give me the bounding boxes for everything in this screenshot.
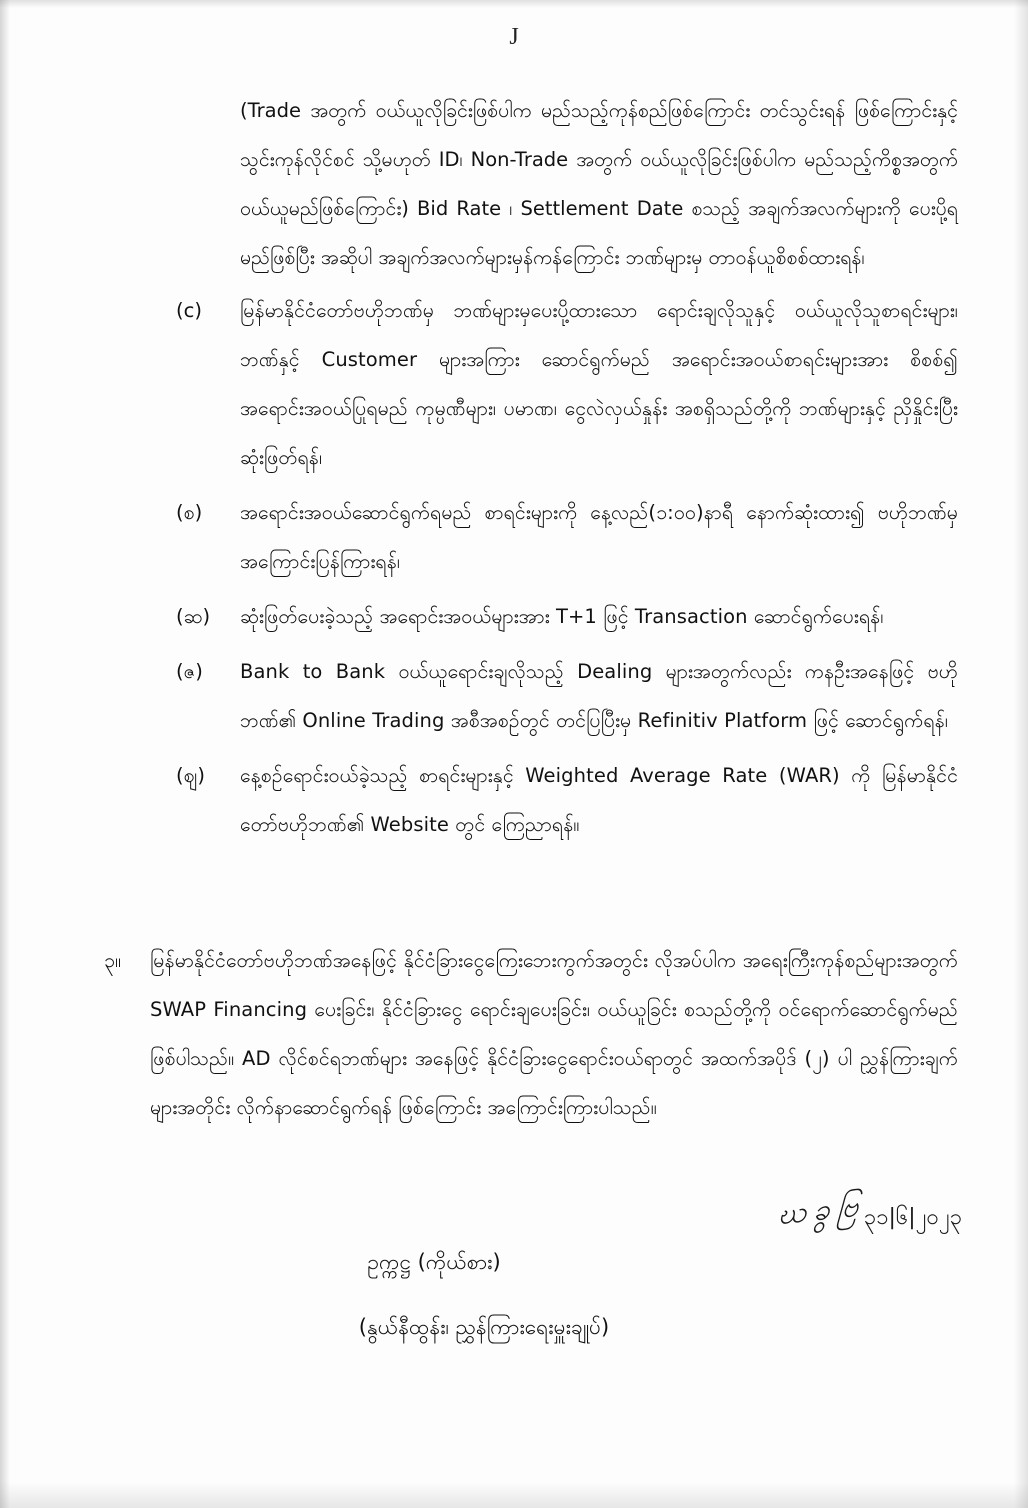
final-paragraph-wrapper xyxy=(104,926,958,1132)
list-item xyxy=(168,647,958,745)
final-paragraph xyxy=(104,936,958,1132)
list-item xyxy=(168,592,958,641)
list-item-marker: (ဈ) xyxy=(176,764,205,787)
signature-date: ၃၁|၆|၂၀၂၃ xyxy=(863,1205,962,1230)
final-paragraph-text: မြန်မာနိုင်ငံတော်ဗဟိုဘဏ်အနေဖြင့် နိုင်ငံခြားငွေကြေးဘေးကွက်အတွင်း လိုအပ်ပါက အရေးကြီးကုန်စည်များအတွက် SWAP Financing ပေးခြင်း၊ နိုင်ငံခြားငွေ ရောင်းချပေးခြင်း၊ ဝယ်ယူခြင်း စသည်တို့ကို ဝင်ရောက်ဆောင်ရွက်မည် ဖြစ်ပါသည်။ AD လိုင်စင်ရဘဏ်များ အနေဖြင့် နိုင်ငံခြားငွေရောင်းဝယ်ရာတွင် အထက်အပိုဒ် (၂) ပါ ညွှန်ကြားချက်များအတိုင်း လိုက်နာဆောင်ရွက်ရန် ဖြစ်ကြောင်း အကြောင်းကြားပါသည်။ xyxy=(150,949,958,1119)
list-item xyxy=(168,751,958,849)
page-marker: J xyxy=(509,24,519,50)
signature-row xyxy=(0,1188,1028,1235)
list-item-text: ဆုံးဖြတ်ပေးခဲ့သည့် အရောင်းအဝယ်များအား T+1 ဖြင့် Transaction ဆောင်ရွက်ပေးရန်၊ xyxy=(240,605,884,628)
list-item-marker: (c) xyxy=(176,299,202,322)
list-item xyxy=(168,488,958,586)
list-item-marker: (စ) xyxy=(176,501,203,524)
signatory-title: (နွယ်နီထွန်း၊ ညွှန်ကြားရေးမှူးချုပ်) xyxy=(358,1315,610,1339)
list-item-text: မြန်မာနိုင်ငံတော်ဗဟိုဘဏ်မှ ဘဏ်များမှပေးပို့ထားသော ရောင်းချလိုသူနှင့် ဝယ်ယူလိုသူစာရင်းများ၊ ဘဏ်နှင့် Customer များအကြား ဆောင်ရွက်မည် အရောင်းအဝယ်စာရင်းများအား စိစစ်၍ အရောင်းအဝယ်ပြုရမည် ကုမ္ပဏီများ၊ ပမာဏ၊ ငွေလဲလှယ်နှုန်း အစရှိသည်တို့ကို ဘဏ်များနှင့် ညှိနှိုင်းပြီး ဆုံးဖြတ်ရန်၊ xyxy=(240,299,958,469)
list-item-text: အရောင်းအဝယ်ဆောင်ရွက်ရမည် စာရင်းများကို နေ့လည်(၁:၀၀)နာရီ နောက်ဆုံးထား၍ ဗဟိုဘဏ်မှ အကြောင်းပြန်ကြားရန်၊ xyxy=(240,501,958,573)
list-item-marker: (ဇ) xyxy=(176,660,203,683)
intro-paragraph: (Trade အတွက် ဝယ်ယူလိုခြင်းဖြစ်ပါက မည်သည့်ကုန်စည်ဖြစ်ကြောင်း တင်သွင်းရန် ဖြစ်ကြောင်းနှင့် သွင်းကုန်လိုင်စင် သို့မဟုတ် ID၊ Non-Trade အတွက် ဝယ်ယူလိုခြင်းဖြစ်ပါက မည်သည့်ကိစ္စအတွက် ဝယ်ယူမည်ဖြစ်ကြောင်း) Bid Rate ၊ Settlement Date စသည့် အချက်အလက်များကို ပေးပို့ရမည်ဖြစ်ပြီး အဆိုပါ အချက်အလက်များမှန်ကန်ကြောင်း ဘဏ်များမှ တာဝန်ယူစိစစ်ထားရန်၊ xyxy=(240,99,958,269)
scan-edge-shadow-bottom xyxy=(0,1482,1028,1508)
final-paragraph-marker: ၃။ xyxy=(104,949,121,972)
signature-block xyxy=(0,1188,1028,1345)
list-item-text: Bank to Bank ဝယ်ယူရောင်းချလိုသည့် Dealing များအတွက်လည်း ကနဦးအနေဖြင့် ဗဟိုဘဏ်၏ Online Trading အစီအစဉ်တွင် တင်ပြပြီးမှ Refinitiv Platform ဖြင့် ဆောင်ရွက်ရန်၊ xyxy=(240,660,958,732)
scan-edge-shadow-top xyxy=(0,0,1028,8)
list-item xyxy=(168,286,958,482)
document-body xyxy=(168,86,958,855)
list-item-marker: (ဆ) xyxy=(176,605,211,628)
handwritten-signature: ဃ ခွ ဗြ xyxy=(777,1188,859,1232)
signatory-name: ဥက္ကဋ္ဌ (ကိုယ်စား) xyxy=(367,1250,501,1274)
list-item-text: နေ့စဉ်ရောင်းဝယ်ခဲ့သည့် စာရင်းများနှင့် Weighted Average Rate (WAR) ကို မြန်မာနိုင်ငံတော်ဗဟိုဘဏ်၏ Website တွင် ကြေညာရန်။ xyxy=(240,764,958,836)
